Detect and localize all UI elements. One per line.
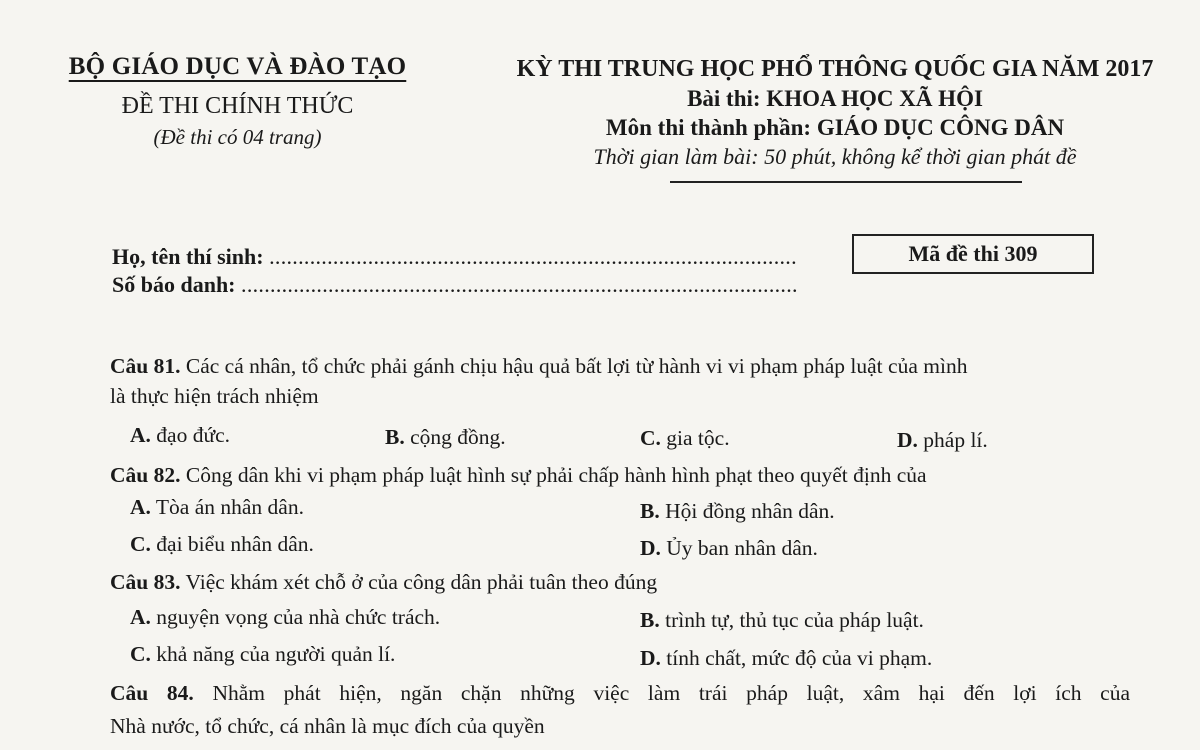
option-82-b: B. Hội đồng nhân dân.	[640, 499, 835, 523]
option-81-a: A. đạo đức.	[130, 423, 231, 447]
subject-name: Môn thi thành phần: GIÁO DỤC CÔNG DÂN	[605, 115, 1065, 140]
question-number: Câu 84.	[110, 681, 194, 705]
exam-title: KỲ THI TRUNG HỌC PHỔ THÔNG QUỐC GIA NĂM 2017	[516, 56, 1154, 82]
ministry-name: BỘ GIÁO DỤC VÀ ĐÀO TẠO	[68, 53, 407, 80]
test-name: Bài thi: KHOA HỌC XÃ HỘI	[687, 86, 983, 111]
option-81-b: B. cộng đồng.	[385, 425, 506, 449]
question-text: Nhằm phát hiện, ngăn chặn những việc làm trái pháp luật, xâm hại đến lợi ích của	[212, 681, 1130, 705]
question-number: Câu 82.	[110, 463, 181, 487]
question-81	[110, 351, 967, 381]
option-83-c: C. khả năng của người quản lí.	[130, 642, 396, 666]
option-81-c: C. gia tộc.	[640, 426, 730, 450]
option-82-d: D. Ủy ban nhân dân.	[640, 536, 818, 560]
candidate-id-label: Số báo danh:	[112, 272, 236, 297]
candidate-id-dots: ................................................................................................	[241, 272, 798, 297]
candidate-id-line	[112, 270, 798, 300]
question-text: Các cá nhân, tổ chức phải gánh chịu hậu quả bất lợi từ hành vi vi phạm pháp luật của mình	[185, 354, 968, 378]
candidate-name-line	[112, 242, 797, 272]
option-81-d: D. pháp lí.	[897, 428, 988, 452]
question-84	[110, 678, 1130, 708]
header-right	[485, 54, 1185, 172]
question-84-cont: Nhà nước, tổ chức, cá nhân là mục đích của quyền	[110, 714, 545, 738]
exam-code-box: Mã đề thi 309	[852, 234, 1094, 274]
official-label: ĐỀ THI CHÍNH THỨC	[121, 93, 354, 119]
question-83	[110, 567, 657, 597]
question-81-cont: là thực hiện trách nhiệm	[110, 384, 319, 408]
question-text: Việc khám xét chỗ ở của công dân phải tuân theo đúng	[185, 570, 658, 594]
option-82-c: C. đại biểu nhân dân.	[130, 532, 314, 556]
option-83-d: D. tính chất, mức độ của vi phạm.	[640, 646, 933, 670]
question-text: Công dân khi vi phạm pháp luật hình sự phải chấp hành hình phạt theo quyết định của	[185, 463, 927, 487]
header-divider	[670, 181, 1022, 183]
candidate-name-dots: ...........................................................................................	[269, 244, 797, 269]
candidate-name-label: Họ, tên thí sinh:	[112, 244, 264, 269]
option-83-b: B. trình tự, thủ tục của pháp luật.	[640, 608, 924, 632]
option-83-a: A. nguyện vọng của nhà chức trách.	[130, 605, 441, 629]
header-left	[65, 50, 410, 152]
question-82	[110, 460, 927, 490]
question-number: Câu 83.	[110, 570, 181, 594]
pages-note: (Đề thi có 04 trang)	[153, 125, 322, 149]
time-note: Thời gian làm bài: 50 phút, không kể thời gian phát đề	[593, 144, 1077, 169]
option-82-a: A. Tòa án nhân dân.	[130, 495, 304, 519]
question-number: Câu 81.	[110, 354, 181, 378]
